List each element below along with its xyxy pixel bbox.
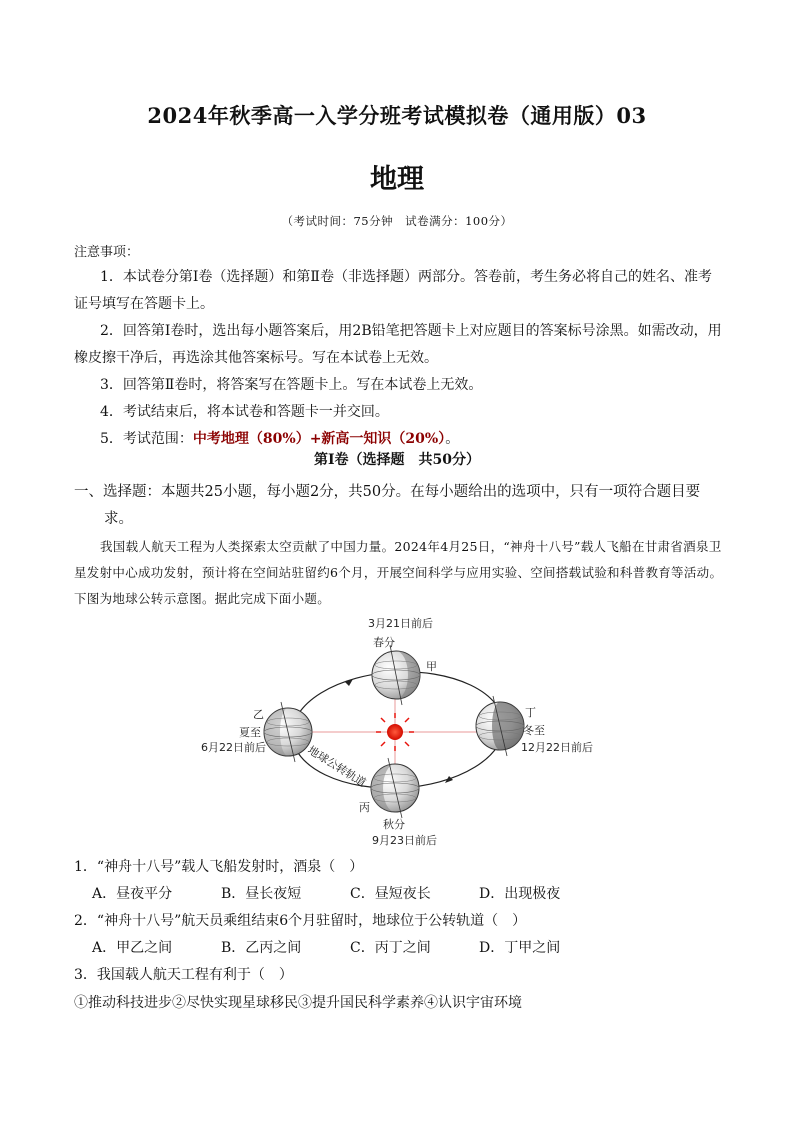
notice-item-3: 3．回答第Ⅱ卷时，将答案写在答题卡上。写在本试卷上无效。 [100,377,483,393]
notice-item-5: 5．考试范围：中考地理（80%）+新高一知识（20%）。 [100,431,460,447]
notice-item-4: 4．考试结束后，将本试卷和答题卡一并交回。 [100,404,389,420]
label-position-ding: 丁 [525,706,536,719]
question-1-stem: 1．“神舟十八号”载人飞船发射时，酒泉（ ） [74,859,364,875]
question-1-options [92,883,612,903]
label-date-spring: 3月21日前后 [368,617,433,630]
earth-globe-winter-icon [476,696,524,756]
option-a: A．昼夜平分 [92,886,173,902]
label-position-jia: 甲 [426,660,437,673]
option-a: A．甲乙之间 [92,940,173,956]
earth-revolution-diagram [195,612,605,852]
notice-item-2: 2．回答第Ⅰ卷时，选出每小题答案后，用2B铅笔把答题卡上对应题目的答案标号涂黑。如需改动，用橡皮擦干净后，再选涂其他答案标号。写在本试卷上无效。 [74,323,722,366]
question-3-stem: 3．我国载人航天工程有利于（ ） [74,967,293,983]
reading-passage: 我国载人航天工程为人类探索太空贡献了中国力量。2024年4月25日，“神舟十八号”载人飞船在甘肃省酒泉卫星发射中心成功发射，预计将在空间站驻留约6个月，开展空间科学与应用实验、空间搭载试验和科普教育等活动。下图为地球公转示意图。据此完成下面小题。 [74,539,723,606]
label-position-bing: 丙 [359,801,370,814]
label-term-winter: 冬至 [523,724,545,737]
question-3-statements: ①推动科技进步②尽快实现星球移民③提升国民科学素养④认识宇宙环境 [74,995,522,1011]
option-b: B．昼长夜短 [221,886,302,902]
label-position-yi: 乙 [253,708,264,721]
section-heading: 第Ⅰ卷（选择题 共50分） [313,452,481,468]
option-d: D．丁甲之间 [479,940,561,956]
label-date-autumn: 9月23日前后 [372,834,437,847]
label-date-winter: 12月22日前后 [521,741,593,754]
label-date-summer: 6月22日前后 [201,741,266,754]
label-term-summer: 夏至 [239,726,261,739]
option-b: B．乙丙之间 [221,940,302,956]
subject-title: 地理 [370,164,424,195]
label-orbit: 地球公转轨道 [305,743,369,790]
option-c: C．昼短夜长 [350,886,431,902]
option-c: C．丙丁之间 [350,940,431,956]
earth-globe-spring-icon [372,645,420,705]
question-2-stem: 2．“神舟十八号”航天员乘组结束6个月驻留时，地球位于公转轨道（ ） [74,913,527,929]
exam-title: 2024年秋季高一入学分班考试模拟卷（通用版）03 [147,103,647,128]
earth-globe-autumn-icon [371,758,419,818]
section-instructions: 一、选择题：本题共25小题，每小题2分，共50分。在每小题给出的选项中，只有一项符合题目要 求。 [74,484,701,527]
exam-scope-highlight: 中考地理（80%）+新高一知识（20%） [192,431,446,447]
earth-globe-summer-icon [264,702,312,762]
notice-item-1: 1．本试卷分第Ⅰ卷（选择题）和第Ⅱ卷（非选择题）两部分。答卷前，考生务必将自己的姓名、准考证号填写在答题卡上。 [74,269,712,312]
label-term-spring: 春分 [373,636,395,649]
exam-info: （考试时间：75分钟 试卷满分：100分） [281,214,513,228]
label-term-autumn: 秋分 [383,818,405,831]
option-d: D．出现极夜 [479,886,561,902]
question-2-options [92,937,612,957]
notice-heading: 注意事项： [74,245,140,260]
